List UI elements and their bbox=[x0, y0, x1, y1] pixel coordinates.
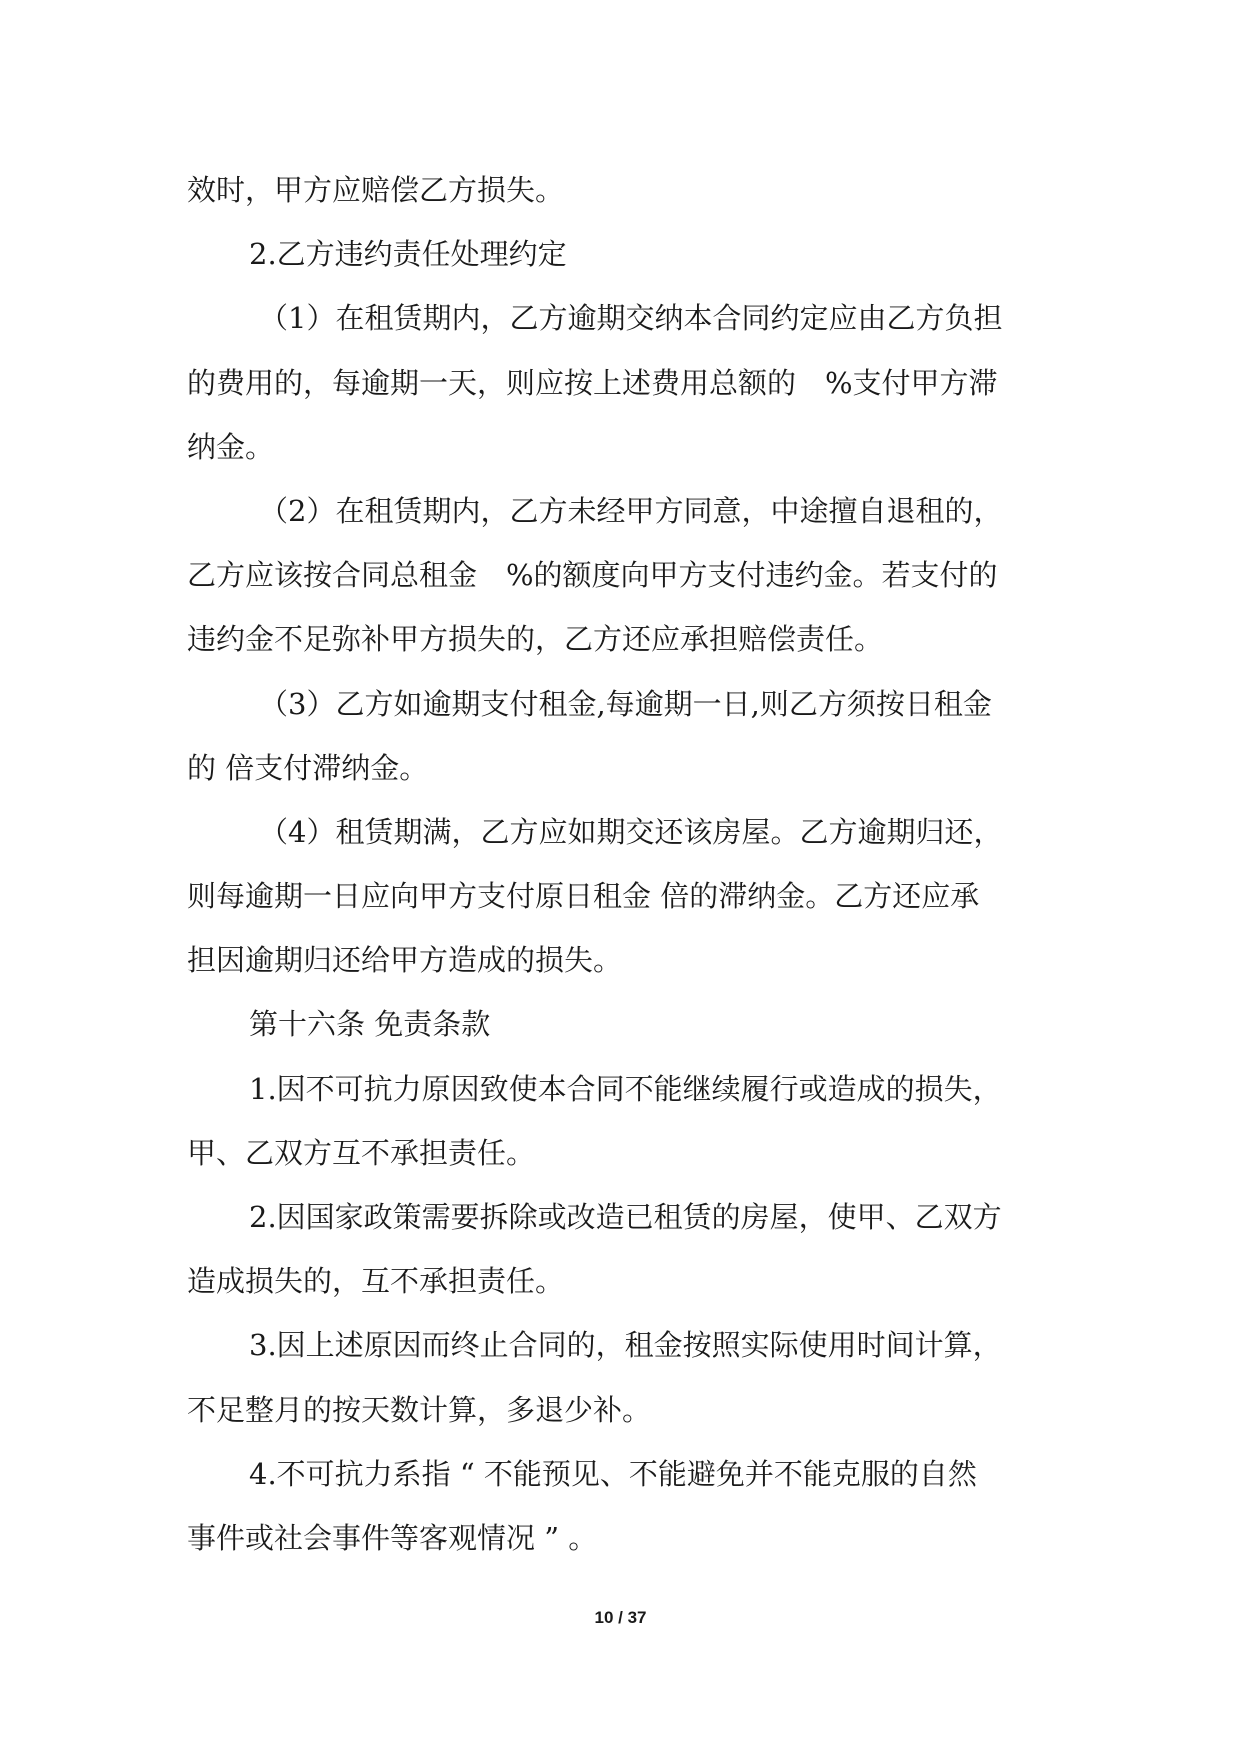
text-line: 担因逾期归还给甲方造成的损失。 bbox=[187, 943, 623, 978]
text-line: （4）租赁期满，乙方应如期交还该房屋。乙方逾期归还， bbox=[259, 814, 1003, 849]
article-heading: 第十六条 免责条款 bbox=[249, 1007, 491, 1042]
text-line: 甲、乙双方互不承担责任。 bbox=[187, 1135, 536, 1170]
text-line: 纳金。 bbox=[187, 429, 275, 464]
text-line: 乙方应该按合同总租金 %的额度向甲方支付违约金。若支付的 bbox=[187, 558, 998, 593]
text-line: 2.因国家政策需要拆除或改造已租赁的房屋，使甲、乙双方 bbox=[249, 1200, 1002, 1234]
text-line: 4.不可抗力系指 “ 不能预见、不能避免并不能克服的自然 bbox=[249, 1456, 977, 1491]
text-line: 不足整月的按天数计算，多退少补。 bbox=[187, 1392, 652, 1427]
text-line: 事件或社会事件等客观情况 ” 。 bbox=[187, 1520, 598, 1555]
text-line: 效时，甲方应赔偿乙方损失。 bbox=[187, 173, 565, 207]
text-line: （1）在租赁期内，乙方逾期交纳本合同约定应由乙方负担 bbox=[259, 301, 1003, 336]
document-body bbox=[187, 158, 1057, 1570]
section-heading: 2.乙方违约责任处理约定 bbox=[249, 237, 567, 272]
text-line: 3.因上述原因而终止合同的，租金按照实际使用时间计算， bbox=[249, 1328, 1002, 1363]
text-line: 1.因不可抗力原因致使本合同不能继续履行或造成的损失， bbox=[249, 1071, 1002, 1106]
text-line: （3）乙方如逾期支付租金,每逾期一日,则乙方须按日租金 bbox=[259, 686, 992, 721]
text-line: 则每逾期一日应向甲方支付原日租金 倍的滞纳金。乙方还应承 bbox=[187, 879, 980, 914]
text-line: 的费用的，每逾期一天，则应按上述费用总额的 %支付甲方滞 bbox=[187, 365, 998, 400]
text-line: 的 倍支付滞纳金。 bbox=[187, 750, 429, 785]
text-line: 违约金不足弥补甲方损失的，乙方还应承担赔偿责任。 bbox=[187, 622, 884, 657]
page-number: 10 / 37 bbox=[594, 1608, 647, 1627]
text-line: 造成损失的，互不承担责任。 bbox=[187, 1264, 565, 1299]
text-line: （2）在租赁期内，乙方未经甲方同意，中途擅自退租的， bbox=[259, 493, 1003, 528]
